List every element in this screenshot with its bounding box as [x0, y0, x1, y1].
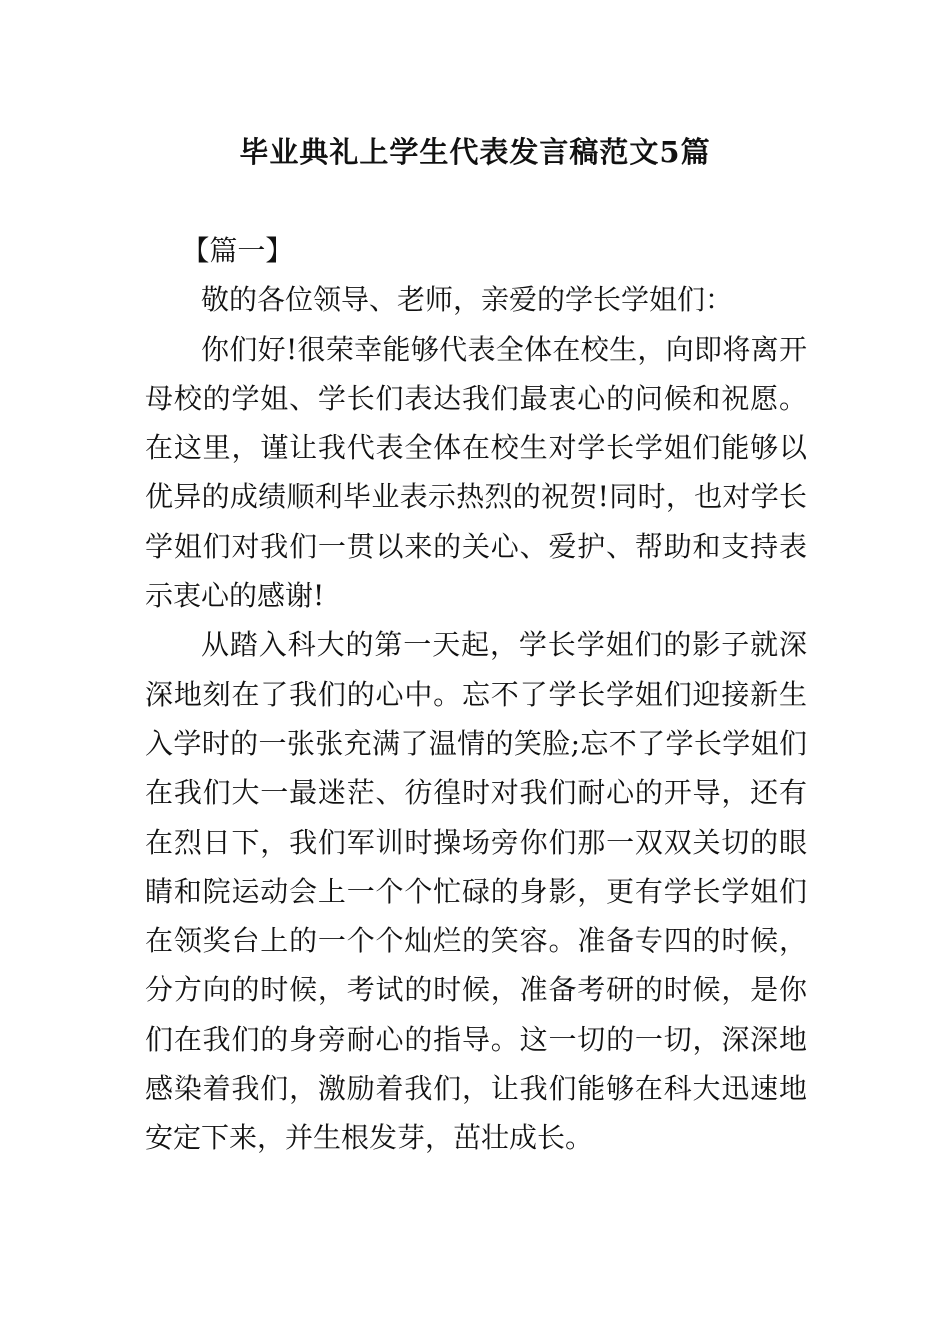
document-body [145, 226, 807, 1163]
section-label: 【篇一】 [181, 234, 294, 267]
body-paragraph: 从踏入科大的第一天起，学长学姐们的影子就深深地刻在了我们的心中。忘不了学长学姐们迎接新生入学时的一张张充满了温情的笑脸;忘不了学长学姐们在我们大一最迷茫、彷徨时对我们耐心的开导，还有在烈日下，我们军训时操场旁你们那一双双关切的眼睛和院运动会上一个个忙碌的身影，更有学长学姐们在领奖台上的一个个灿烂的笑容。准备专四的时候，分方向的时候，考试的时候，准备考研的时候，是你们在我们的身旁耐心的指导。这一切的一切，深深地感染着我们，激励着我们，让我们能够在科大迅速地安定下来，并生根发芽，茁壮成长。 [145, 628, 807, 1155]
document-title: 毕业典礼上学生代表发言稿范文5篇 [239, 135, 711, 169]
body-paragraph: 你们好!很荣幸能够代表全体在校生，向即将离开母校的学姐、学长们表达我们最衷心的问候和祝愿。在这里，谨让我代表全体在校生对学长学姐们能够以优异的成绩顺利毕业表示热烈的祝贺!同时，也对学长学姐们对我们一贯以来的关心、爱护、帮助和支持表示衷心的感谢! [145, 332, 807, 613]
salutation-paragraph: 敬的各位领导、老师，亲爱的学长学姐们： [201, 283, 734, 317]
